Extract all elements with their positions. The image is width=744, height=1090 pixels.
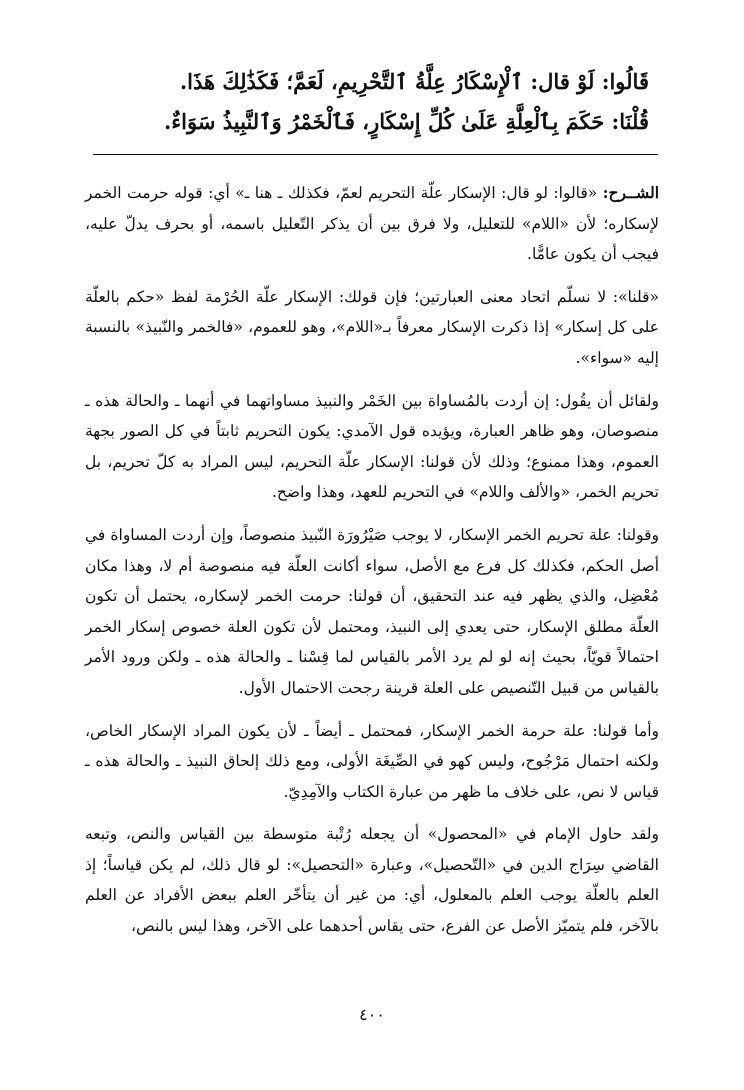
commentary-paragraph-4: وقولنا: علة تحريم الخمر الإسكار، لا يوجب صَيْرُورَة النّبيذ منصوصاً، وإن أردت المساواة في أصل الحكم، فكذلك كل فرع مع الأصل، سواء أكانت العلّة فيه منصوصة أم لا، وهذا مكان مُعْضِل، والذي يظهر فيه عند التحقيق، أن قولنا: حرمت الخمر لإسكاره، يحتمل أن تكون العلّة مطلق الإسكار، حتى يعدي إلى النبيذ، ومحتمل لأن تكون العلة خصوص إسكار الخمر احتمالاً قويّاً، بحيث إنه لو لم يرد الأمر بالقياس لما قِسْنا ـ والحالة هذه ـ ولكن ورود الأمر بالقياس من قبيل التّنصيص على العلة قرينة رجحت الاحتمال الأول.	[85, 525, 659, 697]
commentary-paragraph-1	[85, 178, 659, 270]
commentary-paragraph-2: «قلنا»: لا نسلّم اتحاد معنى العبارتين؛ فإن قولك: الإسكار علّة الحُرْمة لفظ «حكم بالعلّة على كل إسكار» إذا ذكرت الإسكار معرفاً بـ«اللام»، وهو للعموم، «فالخمر والنّبيذ» بالنسبة إليه «سواء».	[85, 287, 659, 367]
separator-rule	[93, 154, 658, 155]
matn-text	[95, 62, 649, 142]
commentary	[85, 178, 659, 954]
commentary-paragraph-5: وأما قولنا: علة حرمة الخمر الإسكار، فمحتمل ـ أيضاً ـ لأن يكون المراد الإسكار الخاص، ولكنه احتمال مَرْجُوح، وليس كهو في الصِّيغَة الأولى، ومع ذلك إلحاق النبيذ ـ والحالة هذه ـ قياس لا نص، على خلاف ما ظهر من عبارة الكتاب والآمِدِيّ.	[85, 721, 659, 801]
matn-line-2: قُلْنَا: حَكَمَ بِٱلْعِلَّةِ عَلَىٰ كُلِّ إِسْكَارٍ، فَٱلْخَمْرُ وَٱلنَّبِيذُ سَوَاءٌ.	[163, 109, 649, 134]
page-number: ٤٠٠	[359, 1005, 385, 1024]
matn-line-1: قَالُوا: لَوْ قال: ٱلْإِسْكَارُ عِلَّةُ ٱلتَّحْرِيمِ، لَعَمَّ؛ فَكَذَٰلِكَ هَذَا.	[179, 69, 649, 94]
commentary-paragraph-6: ولقد حاول الإمام في «المحصول» أن يجعله رُتْبة متوسطة بين القياس والنص، وتبعه القاضي سِرَاج الدين في «التّحصيل»، وعبارة «التحصيل»: لو قال ذلك، لم يكن قياساً؛ إذ العلم بالعلّة يوجب العلم بالمعلول، أي: من غير أن يتأخّر العلم ببعض الأفراد عن العلم بالآخر، فلم يتميّز الأصل عن الفرع، حتى يقاس أحدهما على الآخر، وهذا ليس بالنص،	[85, 825, 659, 936]
commentary-heading: الشــرح:	[602, 183, 659, 202]
commentary-paragraph-1-text: «قالوا: لو قال: الإسكار علّة التحريم لعمّ، فكذلك ـ هنا ـ» أي: قوله حرمت الخمر لإسكاره؛ لأن «اللام» للتعليل، ولا فرق بين أن يذكر التّعليل باسمه، أو بحرف يدلّ عليه، فيجب أن يكون عامًّا.	[85, 184, 659, 264]
commentary-paragraph-3: ولقائل أن يقُول: إن أردت بالمُساواة بين الخَمْر والنبيذ مساواتهما في أنهما ـ والحالة هذه ـ منصوصان، وهو ظاهر العبارة، ويؤيده قول الآمدي: يكون التحريم ثابتاً في كل الصور بجهة العموم، وهذا ممنوع؛ وذلك لأن قولنا: الإسكار علّة التحريم، ليس المراد به كلّ تحريم، بل تحريم الخمر، «والألف واللام» في التحريم للعهد، وهذا واضح.	[85, 391, 659, 502]
